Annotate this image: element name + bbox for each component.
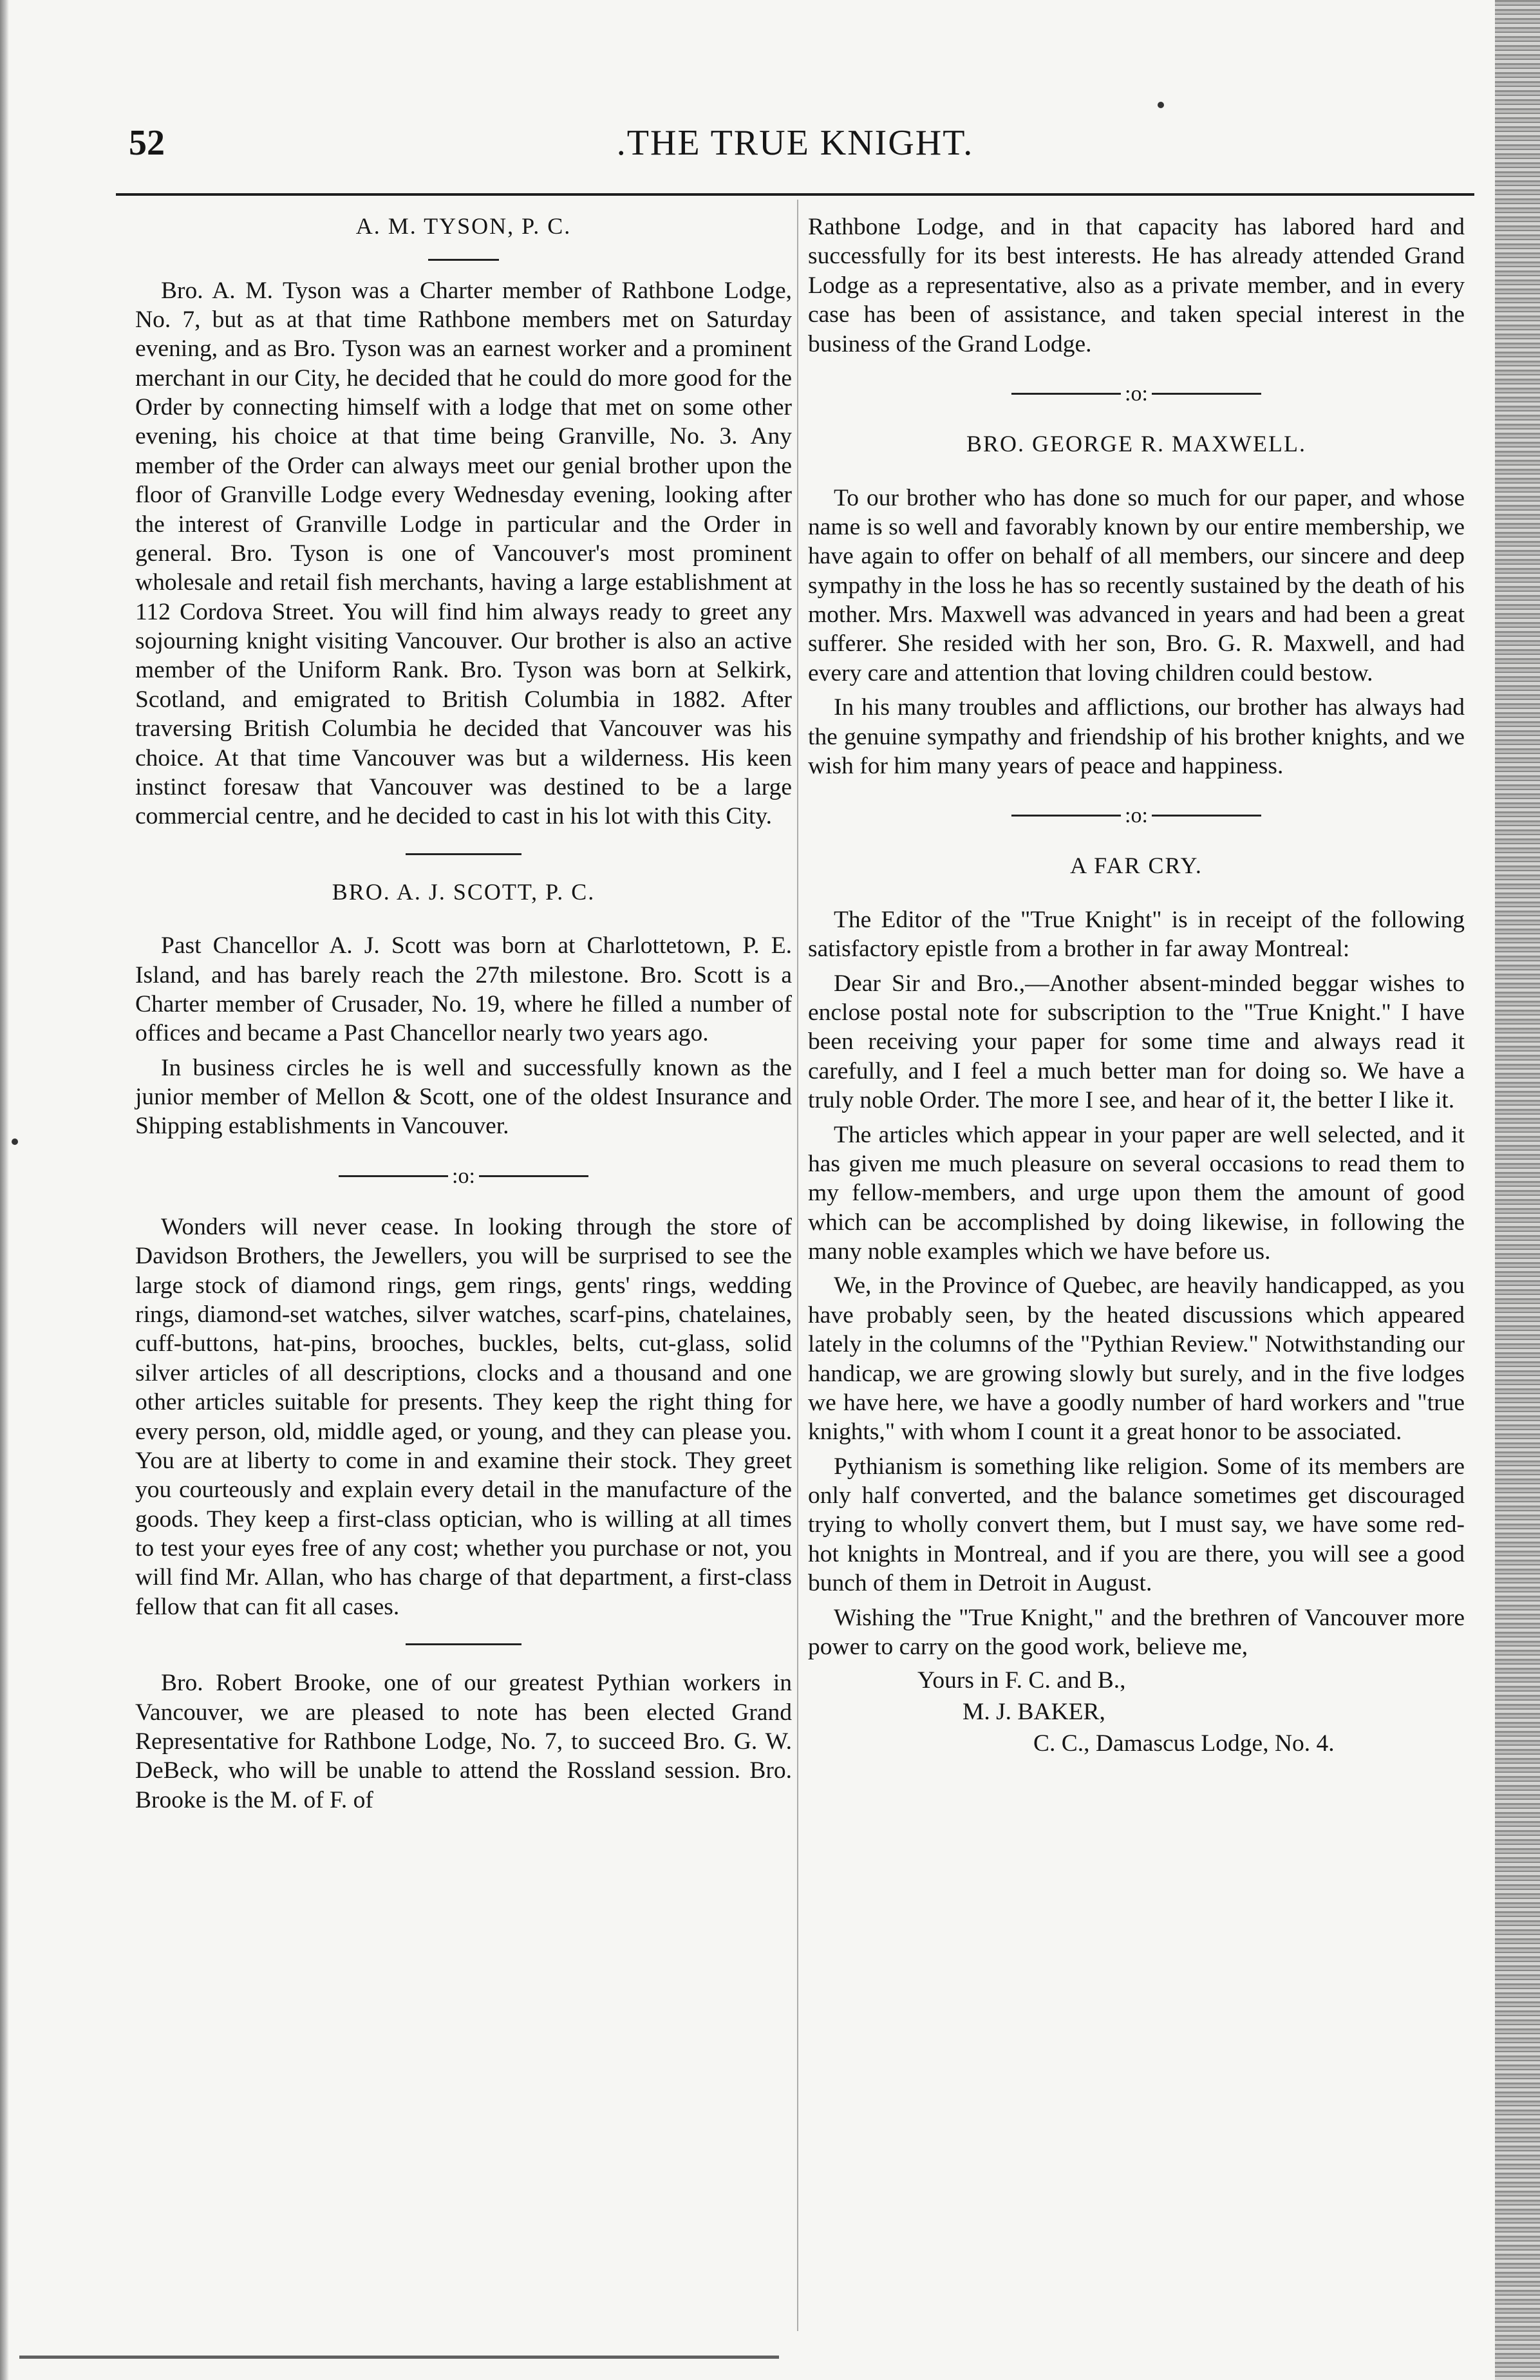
scott-paragraph-2: In business circles he is well and successfully known as the junior member of Mellon & Scott, one of the oldest Insurance and Shipping establishments in Vancouver. <box>135 1054 792 1140</box>
far-cry-paragraph-1: The Editor of the "True Knight" is in receipt of the following satisfactory epistle from a brother in far away Montreal: <box>808 906 1465 963</box>
far-cry-paragraph-6: Wishing the "True Knight," and the brethren of Vancouver more power to carry on the good work, believe me, <box>808 1604 1465 1660</box>
maxwell-paragraph-1: To our brother who has done so much for our paper, and whose name is so well and favorably known by our entire membership, we have again to offer on behalf of all members, our sincere and deep sympathy in the loss he has so recently sustained by the death of his mother. Mrs. Maxwell was advanced in years and had been a great sufferer. She resided with her son, Bro. G. R. Maxwell, and had every care and attention that loving children could bestow. <box>808 484 1465 686</box>
separator-mark: :o: <box>1125 381 1148 406</box>
running-title: .THE TRUE KNIGHT. <box>616 123 974 163</box>
scan-edge-right <box>1495 0 1540 2380</box>
section-rule <box>406 1643 521 1645</box>
heading-spacer <box>1101 473 1172 475</box>
separator-bar <box>1011 393 1121 395</box>
left-column <box>135 212 792 2338</box>
section-rule <box>406 853 521 855</box>
separator-3 <box>808 802 1465 829</box>
separator-mark: :o: <box>1125 804 1148 828</box>
separator-bar <box>1152 393 1261 395</box>
page-number: 52 <box>129 123 165 163</box>
maxwell-paragraph-2: In his many troubles and afflictions, our brother has always had the genuine sympathy and friendship of his brother knights, and we wish for him many years of peace and happiness. <box>808 694 1465 779</box>
davidson-paragraph: Wonders will never cease. In looking through the store of Davidson Brothers, the Jewellers, you will be surprised to see the large stock of diamond rings, gem rings, gents' rings, wedding rings, diamond-set watches, silver watches, scarf-pins, chatelaines, cuff-buttons, hat-pins, brooches, buckles, belts, cut-glass, solid silver articles of all descriptions, clocks and a thousand and one other articles suitable for presents. They keep the right thing for every person, old, middle aged, or young, and they can please you. You are at liberty to come in and examine their stock. They greet you courteously and explain every detail in the manufacture of the goods. They keep a first-class optician, who is willing at all times to test your eyes free of any cost; whether you purchase or not, you will find Mr. Allan, who has charge of that department, a first-class fellow that can fit all cases. <box>135 1213 792 1620</box>
scott-paragraph-1: Past Chancellor A. J. Scott was born at Charlottetown, P. E. Island, and has barely reach the 27th milestone. Bro. Scott is a Charter member of Crusader, No. 19, where he filled a number of offices and became a Past Chancellor nearly two years ago. <box>135 932 792 1047</box>
page-header <box>116 122 1474 180</box>
maxwell-heading: BRO. GEORGE R. MAXWELL. <box>966 431 1306 457</box>
print-speck <box>1158 102 1164 108</box>
brooke-continued-paragraph: Rathbone Lodge, and in that capacity has labored hard and successfully for its best interests. He has already attended Grand Lodge as a representative, also as a private member, and in every case has been of assistance, and taken special interest in the business of the Grand Lodge. <box>808 214 1465 357</box>
brooke-paragraph: Bro. Robert Brooke, one of our greatest Pythian workers in Vancouver, we are pleased to note has been elected Grand Representative for Rathbone Lodge, No. 7, to succeed Bro. G. W. DeBeck, who will be unable to attend the Rossland session. Bro. Brooke is the M. of F. of <box>135 1670 792 1813</box>
far-cry-paragraph-2: Dear Sir and Bro.,—Another absent-minded beggar wishes to enclose postal note for subscription to the "True Knight." I have been receiving your paper for some time and always read it carefully, and I feel a much better man for doing so. We have a truly noble Order. The more I see, and hear of it, the better I like it. <box>808 970 1465 1114</box>
separator-mark: :o: <box>452 1164 475 1188</box>
letter-signature <box>808 1665 1465 1759</box>
signature-name: M. J. BAKER, <box>962 1699 1105 1726</box>
heading-spacer <box>428 919 499 921</box>
separator-bar <box>339 1175 448 1177</box>
print-speck <box>12 1138 18 1145</box>
tyson-paragraph: Bro. A. M. Tyson was a Charter member of Rathbone Lodge, No. 7, but as at that time Rathbone members met on Saturday evening, and as Bro. Tyson was an earnest worker and a prominent merchant in our City, he decided that he could do more good for the Order by connecting himself with a lodge that met on some other evening, his choice at that time being Granville, No. 3. Any member of the Order can always meet our genial brother upon the floor of Granville Lodge every Wednesday evening, looking after the interest of Granville Lodge in particular and the Order in general. Bro. Tyson is one of Vancouver's most prominent wholesale and retail fish merchants, having a large establishment at 112 Cordova Street. You will find him always ready to greet any sojourning knight visiting Vancouver. Our brother is also an active member of the Uniform Rank. Bro. Tyson was born at Selkirk, Scotland, and emigrated to British Columbia in 1882. After traversing British Columbia he decided that Vancouver was his choice. At that time Vancouver was but a wilderness. His keen instinct foresaw that Vancouver was destined to be a large commercial centre, and he decided to cast in his lot with this City. <box>135 277 792 830</box>
signature-closing: Yours in F. C. and B., <box>917 1667 1126 1694</box>
tyson-heading: A. M. TYSON, P. C. <box>355 213 572 239</box>
bottom-edge-rule <box>19 2356 779 2359</box>
heading-spacer <box>1101 894 1172 896</box>
column-divider <box>797 200 798 2331</box>
right-column <box>808 212 1465 2338</box>
separator-bar <box>479 1175 588 1177</box>
far-cry-paragraph-5: Pythianism is something like religion. Some of its members are only half converted, and the balance sometimes get discouraged trying to wholly convert them, but I must say, we have some red-hot knights in Montreal, and if you are there, you will see a good bunch of them in Detroit in August. <box>808 1453 1465 1597</box>
signature-title: C. C., Damascus Lodge, No. 4. <box>1033 1730 1335 1757</box>
far-cry-paragraph-4: We, in the Province of Quebec, are heavily handicapped, as you have probably seen, by the heated discussions which appeared lately in the columns of the "Pythian Review." Notwithstanding our handicap, we are growing slowly but surely, and in the five lodges we have here, we have a goodly number of hard workers and "true knights," with whom I count it a great honor to be associated. <box>808 1272 1465 1446</box>
far-cry-paragraph-3: The articles which appear in your paper are well selected, and it has given me much pleasure on several occasions to read them to my fellow-members, and urge upon them the amount of good which can be accomplished by doing likewise, in following the many noble examples which we have before us. <box>808 1121 1465 1265</box>
separator-1 <box>135 1163 792 1189</box>
far-cry-heading: A FAR CRY. <box>1070 853 1203 879</box>
header-rule <box>116 193 1474 196</box>
heading-underline <box>428 259 499 261</box>
scott-heading: BRO. A. J. SCOTT, P. C. <box>332 878 596 905</box>
separator-bar <box>1011 815 1121 817</box>
separator-bar <box>1152 815 1261 817</box>
scan-edge-left <box>0 0 9 2380</box>
separator-2 <box>808 381 1465 407</box>
